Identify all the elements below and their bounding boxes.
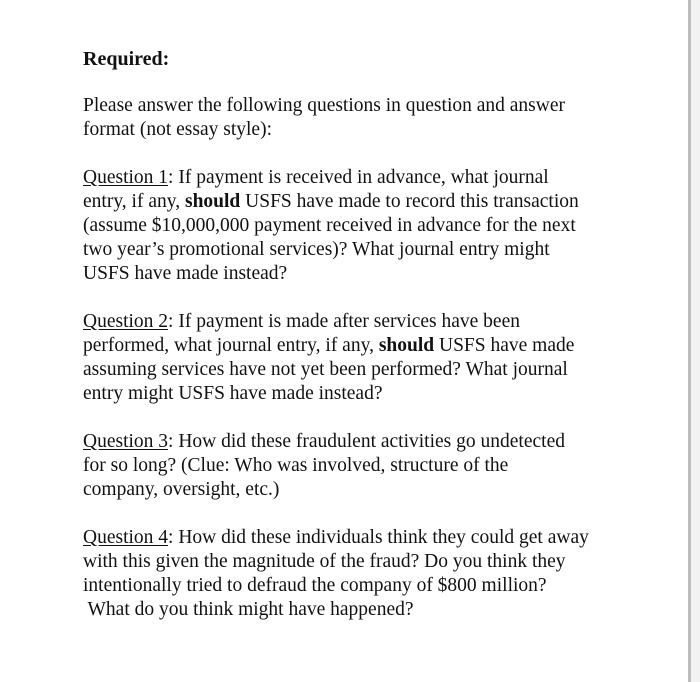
question-1-should: should	[184, 191, 241, 212]
question-1-label: Question 1	[83, 167, 169, 188]
question-2-line-1-text: : If payment is made after services have been	[168, 311, 520, 332]
document-content	[83, 46, 673, 646]
question-1-line-1	[83, 166, 673, 190]
question-4-line-2: with this given the magnitude of the fraud? Do you think they	[83, 551, 566, 572]
question-1-line-2-pre: entry, if any,	[83, 191, 185, 212]
question-3-label: Question 3	[83, 431, 169, 452]
question-3	[83, 430, 673, 502]
question-4-line-4: What do you think might have happened?	[83, 599, 414, 620]
question-2-line-4: entry might USFS have made instead?	[83, 383, 383, 404]
question-2-line-2-post: USFS have made	[434, 335, 575, 356]
question-2-line-1	[83, 310, 673, 334]
question-2-label: Question 2	[83, 311, 169, 332]
page-edge-shadow	[691, 0, 700, 682]
question-4-line-1	[83, 526, 673, 550]
question-1-line-5: USFS have made instead?	[83, 263, 288, 284]
question-1-line-4: two year’s promotional services)? What journal entry might	[83, 239, 550, 260]
intro-paragraph	[83, 94, 673, 142]
question-1-line-1-text: : If payment is received in advance, what journal	[168, 167, 549, 188]
question-3-line-1	[83, 430, 673, 454]
question-1	[83, 166, 673, 286]
intro-line-1: Please answer the following questions in question and answer	[83, 95, 565, 116]
question-2-line-2	[83, 334, 673, 358]
question-4-label: Question 4	[83, 527, 169, 548]
question-1-line-2-post: USFS have made to record this transaction	[240, 191, 579, 212]
question-2	[83, 310, 673, 406]
question-4-line-1-text: : How did these individuals think they could get away	[168, 527, 589, 548]
question-3-line-2: for so long? (Clue: Who was involved, structure of the	[83, 455, 509, 476]
question-1-line-3: (assume $10,000,000 payment received in advance for the next	[83, 215, 576, 236]
question-2-line-3: assuming services have not yet been performed? What journal	[83, 359, 568, 380]
question-3-line-1-text: : How did these fraudulent activities go undetected	[168, 431, 565, 452]
question-3-line-3: company, oversight, etc.)	[83, 479, 280, 500]
question-1-line-2	[83, 190, 673, 214]
question-2-should: should	[378, 335, 435, 356]
question-2-line-2-pre: performed, what journal entry, if any,	[83, 335, 379, 356]
required-heading: Required:	[83, 48, 170, 70]
question-4-line-3: intentionally tried to defraud the company of $800 million?	[83, 575, 547, 596]
intro-line-2: format (not essay style):	[83, 119, 272, 140]
question-4	[83, 526, 673, 622]
